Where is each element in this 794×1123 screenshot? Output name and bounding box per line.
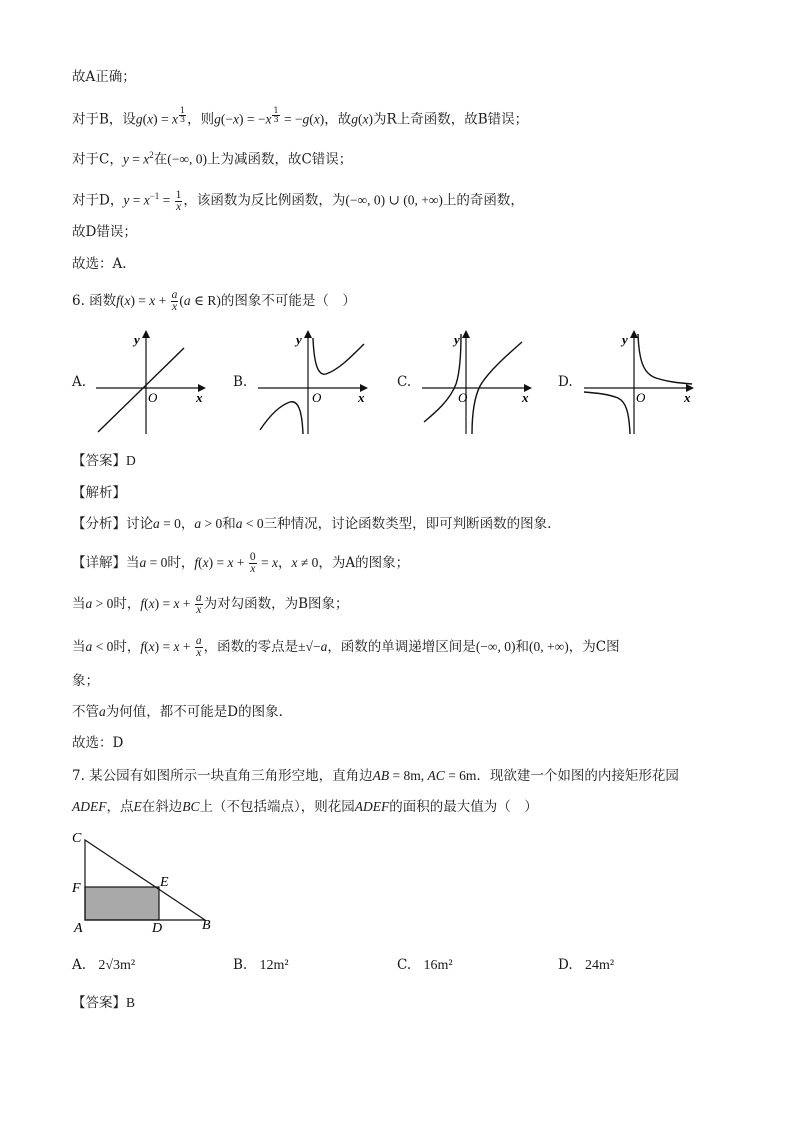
axis-x-label: x [684,390,691,405]
text: 【分析】 [72,516,126,532]
text: ，该函数为反比例函数，为 [183,192,346,209]
text: A. [72,957,87,973]
solution-line-a-correct [72,67,136,87]
solution-line-d: 对于D，$y = x^{-1}$ = $\frac{1}{x}$ ，该函数为反比例函数，为(−∞, 0) ∪ (0, +∞)上的奇函数， [72,188,524,213]
label-e: E [160,875,169,890]
graph-option-c [414,322,544,438]
axis-y-label: y [134,332,140,347]
text: 时， [167,555,195,571]
answer-7 [72,993,135,1013]
text: 的图象不可能是（ ） [220,293,356,309]
text: ，函数的单调递增区间是 [327,639,476,655]
graph-option-a [88,322,218,438]
text: ，为A的图象； [318,555,410,571]
analysis-6-case-zero: 【详解】当a = 0时，f(x) = x + $\frac{0}{x}$ = x，x ≠ 0，为A的图象； [72,551,410,575]
answer-tag: 【答案】 [72,453,126,469]
text: 的面积的最大值为（ ） [389,799,538,815]
origin-label: O [636,390,646,405]
text: ， [180,516,195,532]
text: 故选：D [72,735,124,751]
text: ，为C图 [568,639,620,655]
text: 在 [153,151,168,168]
analysis-6-choice [72,733,123,753]
axis-x-label: x [196,390,203,405]
text: 三种情况，讨论函数类型，即可判断函数的图象. [263,516,552,532]
text: ，故 [324,111,352,128]
question-6-stem: 6. 函数f(x) = x + $\frac{a}{x}$ (a ∈ R)的图象不可能是（ ） [72,289,356,313]
analysis-6-fenxi: 【分析】讨论a = 0，a > 0和a < 0三种情况，讨论函数类型，即可判断函数的图象. [72,516,552,532]
text: ．现欲建一个如图的内接矩形花园 [476,768,679,784]
text: C. [397,957,412,973]
label-f: F [72,881,81,896]
option-d-label: D. [558,374,573,390]
text: 为何值，都不可能是D的图象. [105,704,283,720]
option-a-label: A. [72,374,87,390]
analysis-6-case-positive: 当a > 0时，f(x) = x + $\frac{a}{x}$ 为对勾函数，为B图象； [72,592,349,616]
text: 16m² [423,958,453,973]
answer-6 [72,451,136,471]
label-a: A [74,921,83,936]
text: 对于D， [72,192,124,209]
origin-label: O [312,390,322,405]
label-b: B [202,918,211,933]
question-7-line-1: 7. 某公园有如图所示一块直角三角形空地，直角边AB = 8m, AC = 6m．现欲建一个如图的内接矩形花园 [72,768,679,784]
analysis-6-case-negative-cont [72,671,99,691]
axis-x-label: x [358,390,365,405]
text: 和 [515,639,530,655]
text: ，则 [187,111,215,128]
text: 时， [113,639,141,655]
text: 6. 函数 [72,293,117,309]
text: 为R上奇函数，故B错误； [373,111,529,128]
text: 当 [126,555,140,571]
q7-option-a [72,957,135,974]
axis-y-label: y [296,332,302,347]
text: 7. 某公园有如图所示一块直角三角形空地，直角边 [72,768,373,784]
text: 24m² [584,958,615,973]
answer-value: B [126,995,136,1010]
text: ，点 [106,799,134,815]
text: 当 [72,596,86,612]
text: D. [558,957,573,973]
rectangle-adef [85,887,159,920]
text: 上为减函数，故C错误； [206,151,353,168]
q7-option-d [558,957,614,974]
text: 时， [113,596,141,612]
answer-value: D [126,453,136,468]
solution-line-c: 对于C，$y = x^2$在(−∞, 0)上为减函数，故C错误； [72,150,353,168]
text: 对于C， [72,151,123,168]
graph-option-d [576,322,706,438]
origin-label: O [148,390,158,405]
solution-line-b: 对于B，设g(x) = x $^{\frac{1}{3}}$ ，则g(−x) = −x $^{\frac{1}{3}}$ = −g(x)，故g(x)为R上奇函数，故B错误； [72,106,529,128]
text: 故D错误； [72,224,137,240]
label-d: D [152,921,163,936]
axis-y-label: y [454,332,460,347]
text: 上的奇函数， [442,192,524,209]
text: 不管 [72,704,99,720]
answer-tag: 【答案】 [72,995,126,1011]
text: B. [233,957,248,973]
text: 12m² [259,958,289,973]
text: 为对勾函数，为B图象； [203,596,349,612]
analysis-6-tag [72,483,126,503]
axis-y-label: y [622,332,628,347]
q7-option-b [233,957,289,974]
text: 【解析】 [72,485,126,501]
analysis-6-conclusion: 不管a为何值，都不可能是D的图象. [72,704,283,720]
formula: g [135,111,143,127]
option-c-label: C. [397,374,412,390]
analysis-6-case-negative: 当a < 0时，f(x) = x + $\frac{a}{x}$ ，函数的零点是±√−a，函数的单调递增区间是(−∞, 0)和(0, +∞)，为C图 [72,635,620,659]
graph-option-b [250,322,380,438]
solution-choice-a [72,254,127,274]
text: 上（不包括端点），则花园 [199,799,355,815]
text: 对于B，设 [72,111,136,128]
text: 在斜边 [141,799,183,815]
origin-label: O [458,390,468,405]
question-7-line-2: ADEF，点E在斜边BC上（不包括端点），则花园ADEF的面积的最大值为（ ） [72,799,538,815]
text: 故A正确； [72,69,136,85]
text: 【详解】 [72,555,126,571]
solution-line-d-wrong [72,222,137,242]
text: 当 [72,639,86,655]
q7-option-c [397,957,453,974]
text: 象； [72,673,99,689]
axis-x-label: x [522,390,529,405]
label-c: C [72,831,82,846]
text: 故选：A. [72,256,127,272]
triangle-figure [66,826,226,938]
text: 和 [222,516,236,532]
text: ，函数的零点是 [203,639,299,655]
text: 2√3m² [98,958,136,973]
text: 讨论 [126,516,153,532]
option-b-label: B. [233,374,248,390]
